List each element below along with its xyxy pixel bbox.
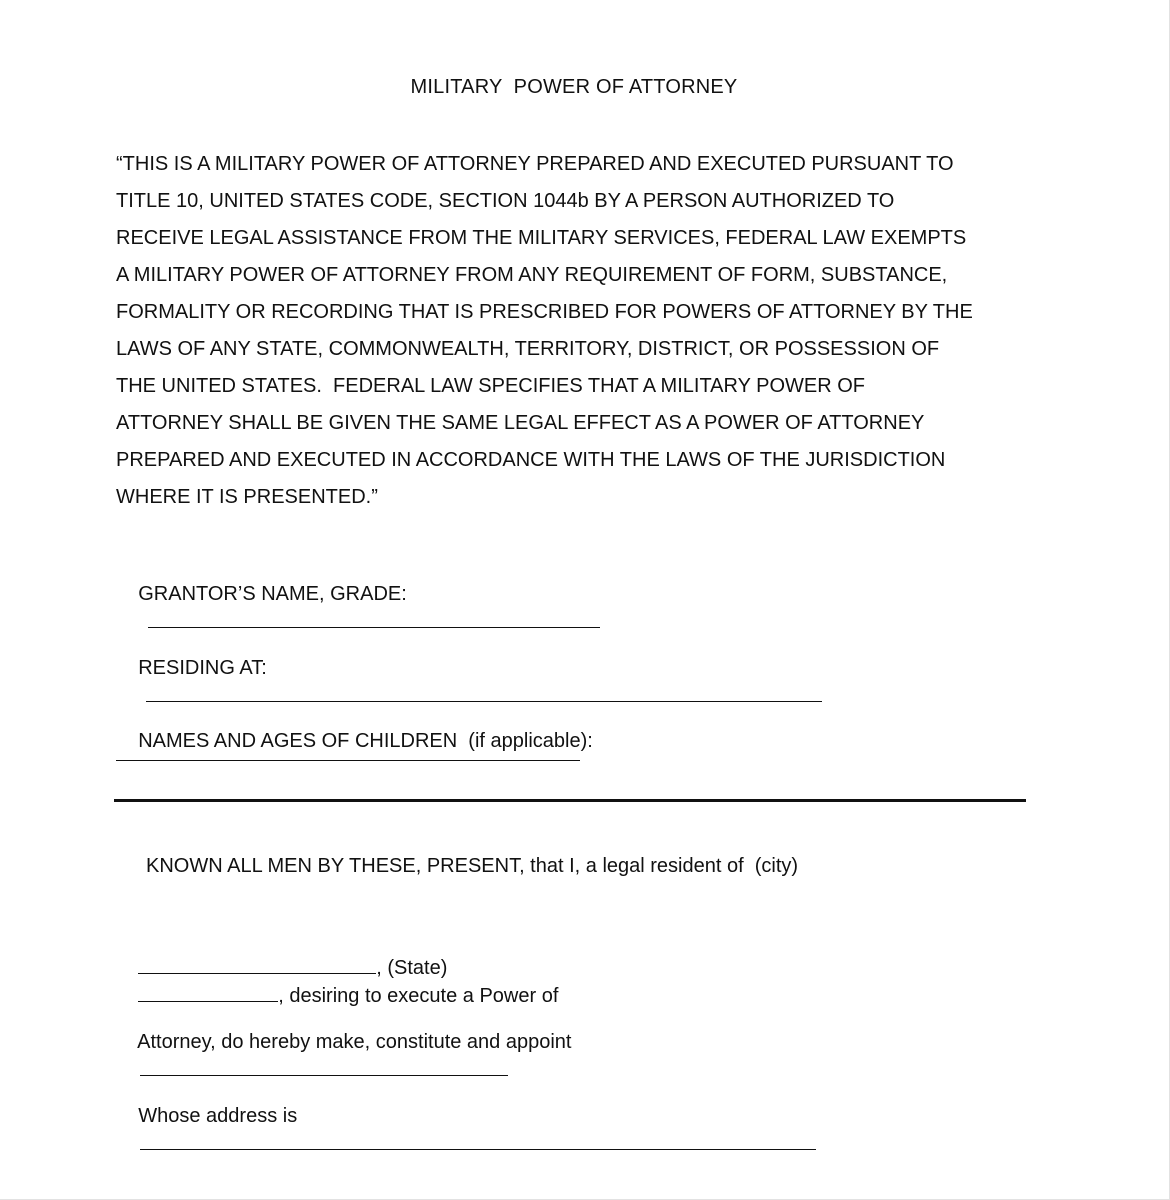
preamble-line: WHERE IT IS PRESENTED.” <box>116 486 378 508</box>
state-label: , (State) <box>376 957 448 979</box>
preamble-line: THE UNITED STATES. FEDERAL LAW SPECIFIES THAT A MILITARY POWER OF <box>116 375 866 397</box>
address-line <box>116 1074 816 1186</box>
preamble-line: FORMALITY OR RECORDING THAT IS PRESCRIBED FOR POWERS OF ATTORNEY BY THE <box>116 301 973 323</box>
children-field <box>116 699 593 783</box>
residing-label: RESIDING AT: <box>138 657 267 679</box>
section-divider <box>114 799 1026 802</box>
preamble-line: TITLE 10, UNITED STATES CODE, SECTION 1044b BY A PERSON AUTHORIZED TO <box>116 190 895 212</box>
state-blank[interactable] <box>138 982 278 1002</box>
address-label: Whose address is <box>138 1105 298 1127</box>
attorney-address-blank[interactable] <box>140 1130 816 1150</box>
appoint-text: Attorney, do hereby make, constitute and appoint <box>137 1031 572 1053</box>
desiring-text: , desiring to execute a Power of <box>278 985 559 1007</box>
attorney-name-blank[interactable] <box>140 1056 508 1076</box>
preamble-paragraph <box>116 146 1046 516</box>
preamble-line: ATTORNEY SHALL BE GIVEN THE SAME LEGAL EFFECT AS A POWER OF ATTORNEY <box>116 412 925 434</box>
children-blank[interactable] <box>116 760 580 761</box>
children-label: NAMES AND AGES OF CHILDREN (if applicable): <box>138 730 593 752</box>
grantor-name-blank[interactable] <box>148 608 600 628</box>
preamble-line: “THIS IS A MILITARY POWER OF ATTORNEY PREPARED AND EXECUTED PURSUANT TO <box>116 153 954 175</box>
document-title: MILITARY POWER OF ATTORNEY <box>410 76 738 98</box>
preamble-line: LAWS OF ANY STATE, COMMONWEALTH, TERRITORY, DISTRICT, OR POSSESSION OF <box>116 338 940 360</box>
known-line: KNOWN ALL MEN BY THESE, PRESENT, that I, a legal resident of (city) <box>146 855 799 877</box>
preamble-line: RECEIVE LEGAL ASSISTANCE FROM THE MILITARY SERVICES, FEDERAL LAW EXEMPTS <box>116 227 967 249</box>
grantor-label: GRANTOR’S NAME, GRADE: <box>138 583 407 605</box>
preamble-line: A MILITARY POWER OF ATTORNEY FROM ANY REQUIREMENT OF FORM, SUBSTANCE, <box>116 264 948 286</box>
city-blank[interactable] <box>138 954 376 974</box>
preamble-line: PREPARED AND EXECUTED IN ACCORDANCE WITH THE LAWS OF THE JURISDICTION <box>116 449 946 471</box>
